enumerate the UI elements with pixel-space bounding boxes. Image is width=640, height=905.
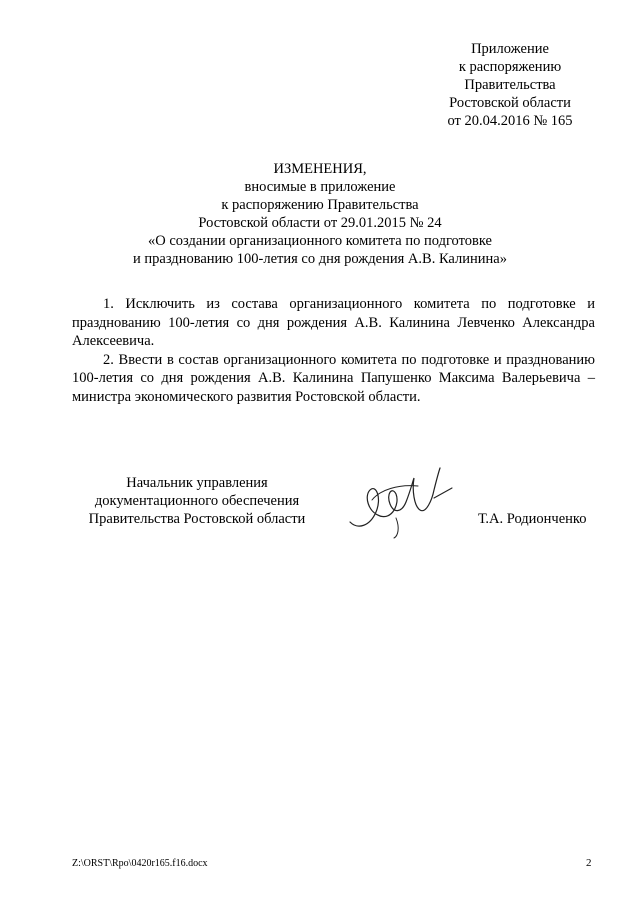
title-line: и празднованию 100-летия со дня рождения А.В. Калинина» xyxy=(133,251,507,267)
annex-block xyxy=(400,40,620,130)
page-number: 2 xyxy=(586,857,592,869)
annex-line: Приложение xyxy=(471,41,549,57)
handwritten-signature xyxy=(340,460,460,540)
annex-line: Правительства xyxy=(464,77,556,93)
document-body xyxy=(72,295,595,406)
signatory-position-line: Правительства Ростовской области xyxy=(88,511,306,527)
footer-file-path: Z:\ORST\Rpo\0420r165.f16.docx xyxy=(72,858,208,869)
title-line: вносимые в приложение xyxy=(244,179,396,195)
title-heading: ИЗМЕНЕНИЯ, xyxy=(273,161,367,177)
signatory-name: Т.А. Родионченко xyxy=(478,511,587,527)
body-item-2: 2. Ввести в состав организационного комитета по подготовке и празднованию 100-летия со дня рождения А.В. Калинина Папушенко Максима Валерьевича – министра экономического развития Ростовской области. xyxy=(72,351,595,405)
title-line: Ростовской области от 29.01.2015 № 24 xyxy=(198,215,442,231)
signatory-position-line: документационного обеспечения xyxy=(94,493,300,509)
signatory-position xyxy=(62,474,332,528)
annex-line: Ростовской области xyxy=(449,95,571,111)
document-title xyxy=(60,160,580,268)
title-line: к распоряжению Правительства xyxy=(221,197,419,213)
annex-line: к распоряжению xyxy=(458,59,562,75)
title-line: «О создании организационного комитета по подготовке xyxy=(148,233,492,249)
body-item-1: 1. Исключить из состава организационного комитета по подготовке и празднованию 100-летия со дня рождения А.В. Калинина Левченко Александра Алексеевича. xyxy=(72,296,595,349)
signatory-position-line: Начальник управления xyxy=(126,475,268,491)
annex-date-line: от 20.04.2016 № 165 xyxy=(447,113,573,129)
